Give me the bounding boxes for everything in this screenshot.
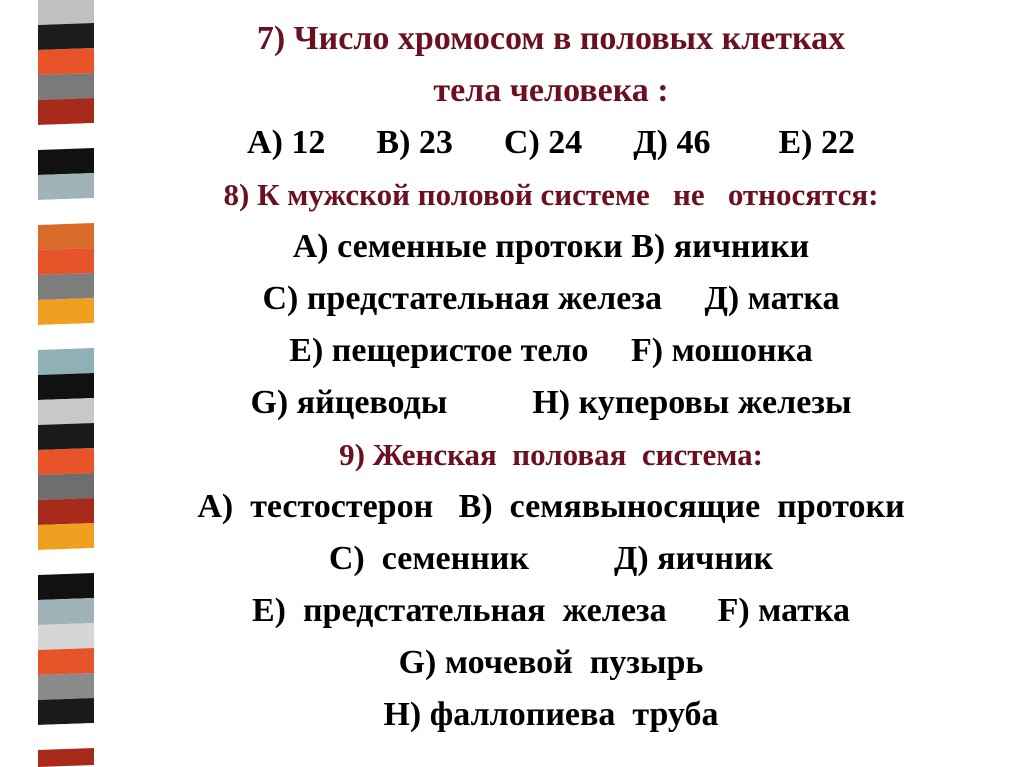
question-9-options-line-4: G) мочевой пузырь	[398, 644, 704, 681]
stripe-band	[38, 73, 94, 100]
question-8-options-line-4: G) яйцеводы Н) куперовы железы	[250, 384, 852, 421]
stripe-band	[38, 0, 94, 25]
stripe-band	[38, 598, 94, 625]
stripe-band	[38, 723, 94, 750]
stripe-band	[38, 48, 94, 75]
stripe-band	[38, 573, 94, 600]
stripe-band	[38, 273, 94, 300]
question-8-title: 8) К мужской половой системе не относятся:	[223, 177, 879, 212]
question-7-options: А) 12 В) 23 С) 24 Д) 46 Е) 22	[247, 124, 855, 161]
stripe-band	[38, 698, 94, 725]
question-7-title-line-2: тела человека :	[433, 72, 669, 109]
stripe-band	[38, 223, 94, 250]
stripe-band	[38, 348, 94, 375]
stripe-band	[38, 298, 94, 325]
stripe-band	[38, 148, 94, 175]
stripe-band	[38, 648, 94, 675]
stripe-band	[38, 523, 94, 550]
stripe-band	[38, 398, 94, 425]
question-9-options-line-3: Е) предстательная железа F) матка	[251, 592, 851, 629]
question-8-options-line-3: Е) пещеристое тело F) мошонка	[289, 332, 813, 369]
stripe-band	[38, 23, 94, 50]
stripe-band	[38, 373, 94, 400]
stripe-band	[38, 498, 94, 525]
question-9-title: 9) Женская половая система:	[339, 437, 763, 472]
stripe-band	[38, 173, 94, 200]
stripe-band	[38, 673, 94, 700]
stripe-band	[38, 198, 94, 225]
stripe-band	[38, 748, 94, 767]
stripe-band	[38, 423, 94, 450]
stripe-band	[38, 448, 94, 475]
question-8-options-line-1: А) семенные протоки В) яичники	[292, 228, 810, 265]
stripe-band	[38, 123, 94, 150]
slide-content	[96, 0, 1006, 767]
question-7-title-line-1: 7) Число хромосом в половых клетках	[256, 20, 846, 57]
stripe-band	[38, 323, 94, 350]
stripe-band	[38, 473, 94, 500]
decorative-stripe-bar	[38, 0, 94, 767]
question-9-options-line-1: А) тестостерон В) семявыносящие протоки	[197, 488, 905, 525]
stripe-band	[38, 248, 94, 275]
stripe-band	[38, 623, 94, 650]
question-8-options-line-2: С) предстательная железа Д) матка	[262, 280, 840, 317]
question-9-options-line-5: Н) фаллопиева труба	[383, 696, 719, 733]
stripe-band	[38, 548, 94, 575]
stripe-band	[38, 98, 94, 125]
question-9-options-line-2: С) семенник Д) яичник	[328, 540, 774, 577]
